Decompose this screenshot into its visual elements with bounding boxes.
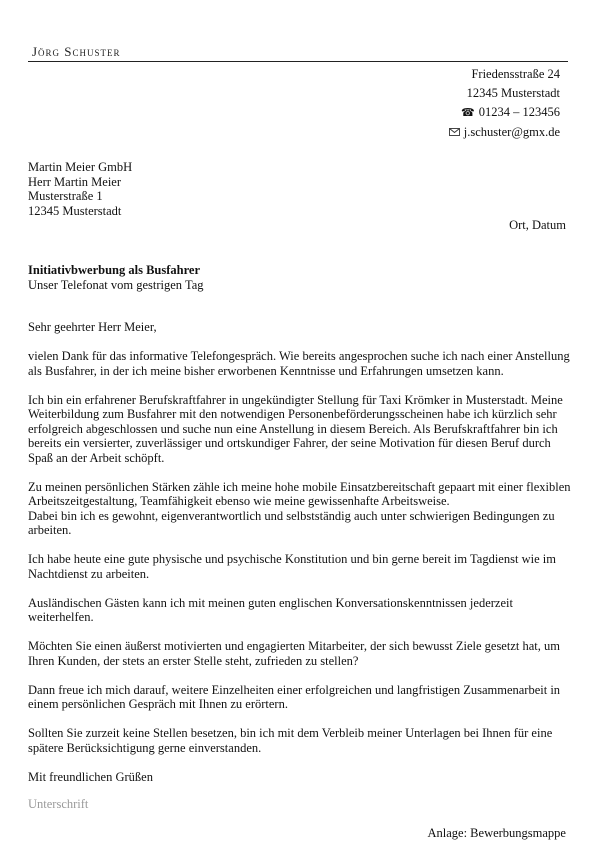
sender-email-line [449, 123, 560, 143]
paragraph: Dann freue ich mich darauf, weitere Einzelheiten einer erfolgreichen und langfristigen Zusammenarbeit in einem persönlichen Gespräch mit Ihnen zu erörtern. [28, 682, 561, 711]
closing: Mit freundlichen Grüßen [28, 769, 153, 784]
paragraph: Ausländischen Gästen kann ich mit meinen guten englischen Konversationskenntnissen jederzeit weiterhelfen. [28, 595, 513, 624]
signature: Unterschrift [28, 797, 89, 811]
paragraph-text: Zu meinen persönlichen Stärken zähle ich meine hohe mobile Einsatzbereitschaft gepaart mit einer flexiblen Arbeitszeitgestaltung, Teamfähigkeit ebenso wie meine gewissenhafte Arbeitsweise. [28, 479, 571, 508]
sender-phone-line [449, 103, 560, 123]
subject-reference: Unser Telefonat vom gestrigen Tag [28, 277, 204, 292]
subject-block [28, 263, 204, 292]
header-divider [28, 61, 568, 62]
recipient-street: Musterstraße 1 [28, 189, 103, 203]
recipient-city: 12345 Musterstadt [28, 203, 122, 218]
paragraph: vielen Dank für das informative Telefongespräch. Wie bereits angesprochen suche ich nach einer Anstellung als Busfahrer, in der ich meine bisher erworbenen Kenntnisse und Erfahrungen umsetzen kann. [28, 349, 570, 378]
phone-icon: ☎ [461, 107, 475, 119]
envelope-icon [449, 127, 460, 139]
recipient-address [28, 160, 132, 218]
paragraph: Möchten Sie einen äußerst motivierten und engagierten Mitarbeiter, der sich bewusst Ziele gesetzt hat, um Ihren Kunden, der stets an erster Stelle steht, zufrieden zu stellen? [28, 639, 560, 668]
salutation: Sehr geehrter Herr Meier, [28, 320, 157, 334]
paragraph: Ich bin ein erfahrener Berufskraftfahrer in ungekündigter Stellung für Taxi Krömker in Musterstadt. Meine Weiterbildung zum Busfahrer mit den notwendigen Personenbeförderungsscheinen habe ich kürzlich sehr erfolgreich abgeschlossen und suche nun eine Anstellung in diesem Bereich. Als Berufskraftfahrer bin ich bereits ein versierter, zuverlässiger und ortskundiger Fahrer, der seine Motivation für diesen Beruf durch Spaß an der Arbeit schöpft. [28, 392, 563, 465]
enclosure: Anlage: Bewerbungsmappe [427, 826, 566, 840]
sender-phone: 01234 – 123456 [478, 105, 560, 119]
paragraph: Ich habe heute eine gute physische und psychische Konstitution und bin gerne bereit im Tagdienst wie im Nachtdienst zu arbeiten. [28, 552, 556, 581]
recipient-person: Herr Martin Meier [28, 174, 122, 189]
sender-address [449, 65, 560, 143]
letter-body [28, 320, 573, 799]
sender-street: Friedensstraße 24 [471, 67, 560, 81]
paragraph-text: Dabei bin ich es gewohnt, eigenverantwortlich und selbstständig auch unter schwierigen Bedingungen zu arbeiten. [28, 508, 555, 537]
sender-email: j.schuster@gmx.de [463, 125, 560, 139]
recipient-company: Martin Meier GmbH [28, 160, 133, 174]
paragraph: Sollten Sie zurzeit keine Stellen besetzen, bin ich mit dem Verbleib meiner Unterlagen bei Ihnen für eine spätere Berücksichtigung gerne einverstanden. [28, 726, 553, 755]
sender-name: Jörg Schuster [32, 44, 121, 59]
subject-title: Initiativbwerbung als Busfahrer [28, 263, 201, 277]
paragraph [28, 480, 573, 538]
place-date: Ort, Datum [509, 218, 566, 232]
sender-city: 12345 Musterstadt [466, 86, 560, 100]
